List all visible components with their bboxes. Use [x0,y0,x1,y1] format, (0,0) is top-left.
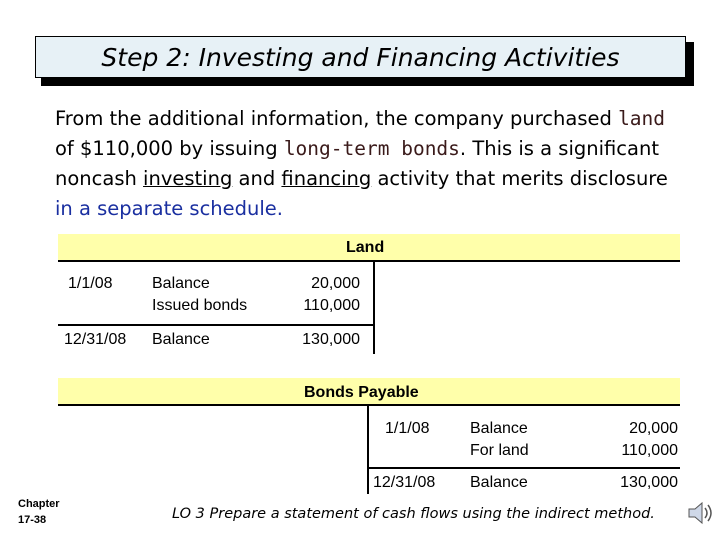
term-investing: investing [143,167,233,190]
land-row1-amount1: 20,000 [311,275,360,292]
paragraph-line-2: of $110,000 by issuing long-term bonds. This is a significant [55,137,659,160]
bonds-row2-amount: 130,000 [620,474,678,491]
land-row1-amount2: 110,000 [303,297,360,314]
paragraph-line-1: From the additional information, the company purchased land [55,107,666,130]
land-row2-amount: 130,000 [302,331,360,348]
land-row1-date: 1/1/08 [68,275,113,292]
speaker-icon[interactable] [687,500,715,526]
term-land: land [618,107,666,130]
chapter-label: Chapter 17-38 [18,498,60,526]
bonds-account-divider [367,404,369,494]
bonds-total-rule [367,467,680,469]
explanation-paragraph [55,104,705,224]
term-financing: financing [281,167,372,190]
land-total-rule [58,324,373,326]
land-row2-date: 12/31/08 [64,331,127,348]
bonds-row1-amount1: 20,000 [629,420,678,437]
land-row1-label2: Issued bonds [152,297,248,314]
learning-objective: LO 3 Prepare a statement of cash flows using the indirect method. [172,506,655,522]
paragraph-line-3: noncash investing and financing activity that merits disclosure [55,167,668,190]
term-long-term-bonds: long-term bonds [283,137,460,160]
land-account-divider [373,260,375,354]
bonds-row2-date: 12/31/08 [373,474,436,491]
land-account-title: Land [346,239,385,256]
paragraph-line-4: in a separate schedule. [55,197,284,220]
bonds-row1-amount2: 110,000 [621,442,678,459]
bonds-row1-date: 1/1/08 [385,420,430,437]
land-row2-label: Balance [152,331,210,348]
bonds-row1-label1: Balance [470,420,528,437]
bonds-row1-label2: For land [470,442,529,459]
bonds-account-title: Bonds Payable [304,384,419,401]
land-row1-label1: Balance [152,275,210,292]
slide-title: Step 2: Investing and Financing Activities [35,36,686,78]
bonds-row2-label: Balance [470,474,528,491]
slide-number: 17-38 [18,514,47,526]
